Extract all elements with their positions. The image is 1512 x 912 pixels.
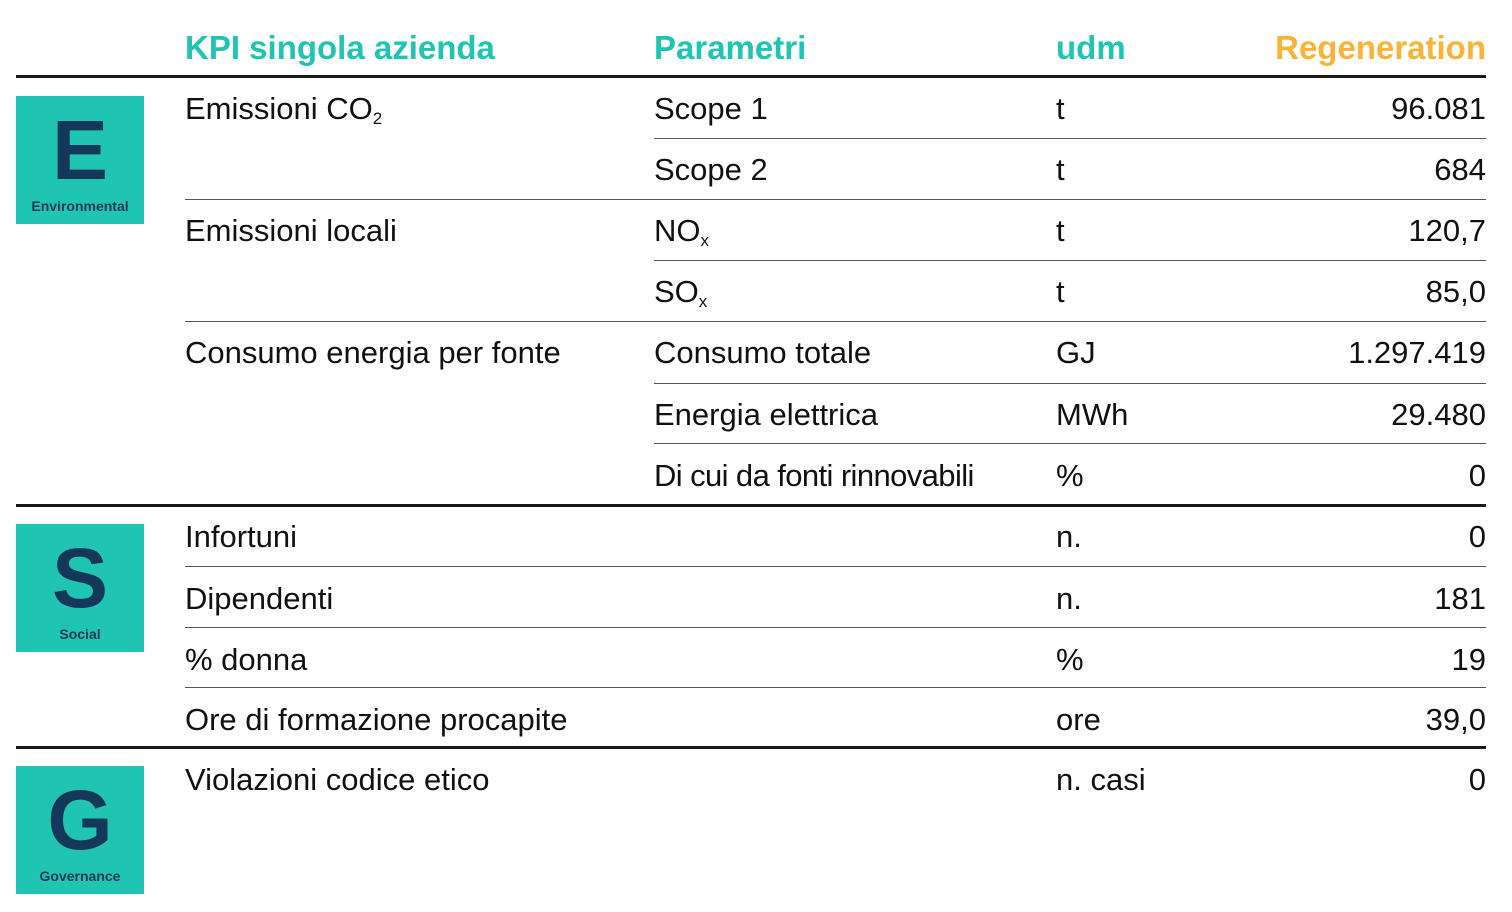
row-divider (654, 443, 1486, 444)
header-udm: udm (1056, 29, 1126, 66)
udm-cell: % (1056, 642, 1084, 677)
value-cell: 181 (1434, 581, 1486, 616)
kpi-label-text: Emissioni CO (185, 91, 373, 126)
kpi-label: Dipendenti (185, 581, 334, 616)
governance-badge (16, 766, 144, 894)
parameter-subscript: x (698, 292, 708, 311)
value-cell: 684 (1434, 152, 1486, 187)
parameter-text: SO (654, 274, 699, 309)
header-divider (16, 75, 1486, 78)
parameter-cell (654, 272, 707, 312)
social-badge (16, 524, 144, 652)
parameter-subscript: x (700, 231, 709, 250)
kpi-label: Emissioni locali (185, 213, 397, 248)
row-divider (654, 383, 1486, 384)
udm-cell: MWh (1056, 397, 1129, 432)
section-divider-governance (16, 746, 1486, 749)
udm-cell: n. (1056, 519, 1082, 554)
udm-cell: % (1056, 458, 1084, 493)
value-cell: 39,0 (1425, 702, 1486, 737)
badge-label: Environmental (31, 198, 129, 214)
parameter-cell: Di cui da fonti rinnovabili (654, 458, 974, 493)
group-divider (185, 199, 1486, 200)
value-cell: 0 (1468, 762, 1486, 797)
value-cell: 0 (1468, 458, 1486, 493)
udm-cell: t (1056, 91, 1065, 126)
kpi-label (185, 89, 382, 129)
value-cell: 19 (1451, 642, 1486, 677)
parameter-text: NO (654, 213, 701, 248)
value-cell: 29.480 (1391, 397, 1486, 432)
parameter-cell: Energia elettrica (654, 397, 879, 432)
table-header (0, 24, 1512, 74)
section-divider-social (16, 504, 1486, 507)
parameter-cell: Scope 1 (654, 91, 768, 126)
badge-letter: G (47, 773, 113, 867)
environmental-badge (16, 96, 144, 224)
udm-cell: n. casi (1056, 762, 1146, 797)
udm-cell: t (1056, 274, 1065, 309)
udm-cell: t (1056, 213, 1065, 248)
header-parametri: Parametri (654, 29, 807, 66)
value-cell: 0 (1468, 519, 1486, 554)
parameter-cell (654, 211, 709, 251)
kpi-label-subscript: 2 (372, 109, 383, 128)
badge-letter: S (51, 531, 109, 625)
kpi-label: Consumo energia per fonte (185, 335, 561, 370)
header-kpi: KPI singola azienda (185, 29, 495, 66)
badge-label: Social (59, 626, 101, 642)
kpi-label: Ore di formazione procapite (185, 702, 568, 737)
row-divider (654, 260, 1486, 261)
row-divider (185, 566, 1486, 567)
kpi-label: Violazioni codice etico (185, 762, 490, 797)
udm-cell: GJ (1056, 335, 1096, 370)
udm-cell: t (1056, 152, 1065, 187)
udm-cell: n. (1056, 581, 1082, 616)
badge-label: Governance (39, 868, 121, 884)
value-cell: 120,7 (1408, 213, 1486, 248)
badge-letter: E (51, 103, 109, 197)
row-divider (185, 687, 1486, 688)
kpi-label: Infortuni (185, 519, 298, 554)
value-cell: 85,0 (1425, 274, 1486, 309)
row-divider (654, 138, 1486, 139)
parameter-cell: Scope 2 (654, 152, 768, 187)
parameter-cell: Consumo totale (654, 335, 872, 370)
udm-cell: ore (1056, 702, 1101, 737)
value-cell: 1.297.419 (1348, 335, 1486, 370)
value-cell: 96.081 (1391, 91, 1486, 126)
kpi-label: % donna (185, 642, 308, 677)
row-divider (185, 627, 1486, 628)
group-divider (185, 321, 1486, 322)
header-regeneration: Regeneration (1275, 29, 1486, 66)
